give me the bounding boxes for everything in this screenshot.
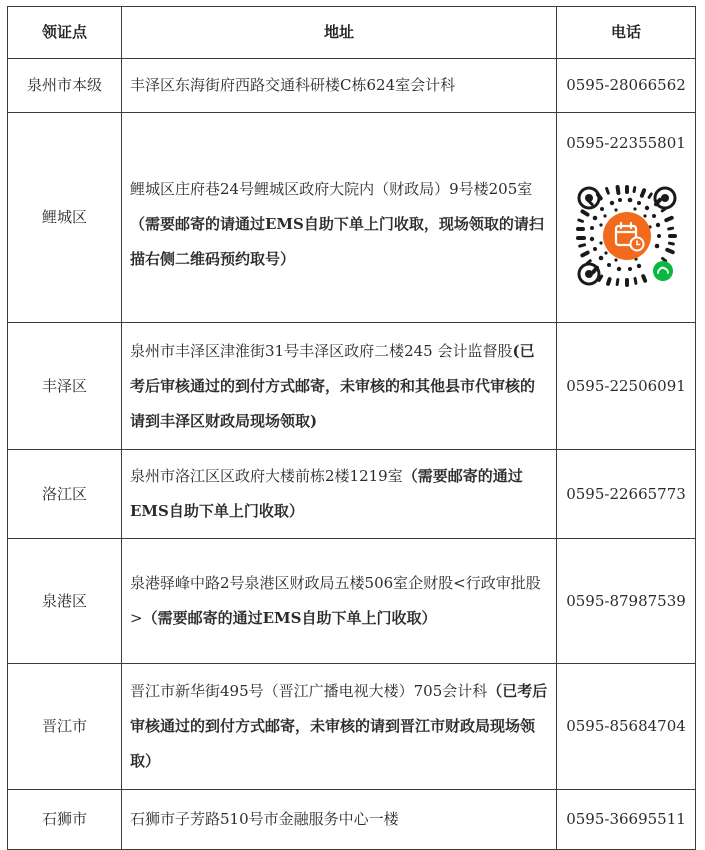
row-phone: 0595-22355801	[566, 134, 686, 152]
row-point: 泉州市本级	[8, 59, 122, 113]
row-point: 洛江区	[8, 450, 122, 539]
row-phone: 0595-22506091	[557, 323, 696, 450]
row-address	[122, 664, 557, 790]
row-point: 泉港区	[8, 539, 122, 664]
row-address	[122, 113, 557, 323]
row-phone: 0595-28066562	[557, 59, 696, 113]
row-point: 鲤城区	[8, 113, 122, 323]
wechat-mini-program-qr-icon[interactable]	[572, 181, 682, 291]
row-point: 晋江市	[8, 664, 122, 790]
address-text: 泉州市洛江区区政府大楼前栋2楼1219室	[130, 467, 403, 485]
row-address	[122, 323, 557, 450]
address-text: 泉州市丰泽区津淮街31号丰泽区政府二楼245 会计监督股	[130, 341, 513, 360]
address-text: 石狮市子芳路510号市金融服务中心一楼	[130, 810, 399, 828]
row-phone: 0595-22665773	[557, 450, 696, 539]
address-note: （需要邮寄的请通过EMS自助下单上门收取，现场领取的请扫描右侧二维码预约取号）	[130, 215, 544, 268]
table-row	[8, 113, 696, 323]
address-text: 丰泽区东海街府西路交通科研楼C栋624室会计科	[130, 76, 456, 94]
row-phone: 0595-85684704	[557, 664, 696, 790]
row-address	[122, 790, 557, 850]
table-row	[8, 790, 696, 850]
header-point: 领证点	[8, 7, 122, 59]
row-phone: 0595-87987539	[557, 539, 696, 664]
row-point: 石狮市	[8, 790, 122, 850]
pickup-locations-table	[7, 6, 696, 850]
table-row	[8, 450, 696, 539]
header-address: 地址	[122, 7, 557, 59]
row-phone: 0595-36695511	[557, 790, 696, 850]
table-row	[8, 59, 696, 113]
table-header-row	[8, 7, 696, 59]
header-phone: 电话	[557, 7, 696, 59]
address-text: 鲤城区庄府巷24号鲤城区政府大院内（财政局）9号楼205室	[130, 180, 533, 198]
row-address	[122, 539, 557, 664]
table-row	[8, 539, 696, 664]
address-note: （需要邮寄的通过EMS自助下单上门收取）	[130, 467, 523, 520]
address-note: （已考后审核通过的到付方式邮寄，未审核的请到晋江市财政局现场领取）	[130, 682, 548, 770]
row-point: 丰泽区	[8, 323, 122, 450]
row-phone-cell	[557, 113, 696, 323]
address-text: 晋江市新华街495号（晋江广播电视大楼）705会计科	[130, 682, 488, 700]
address-note: (已考后审核通过的到付方式邮寄，未审核的和其他县市代审核的请到丰泽区财政局现场领取)	[130, 341, 536, 430]
row-address	[122, 59, 557, 113]
table-row	[8, 664, 696, 790]
address-note: （需要邮寄的通过EMS自助下单上门收取）	[142, 609, 437, 627]
row-address	[122, 450, 557, 539]
address-text: 泉港驿峰中路2号泉港区财政局五楼506室企财股<行政审批股>	[130, 574, 541, 627]
table-row	[8, 323, 696, 450]
